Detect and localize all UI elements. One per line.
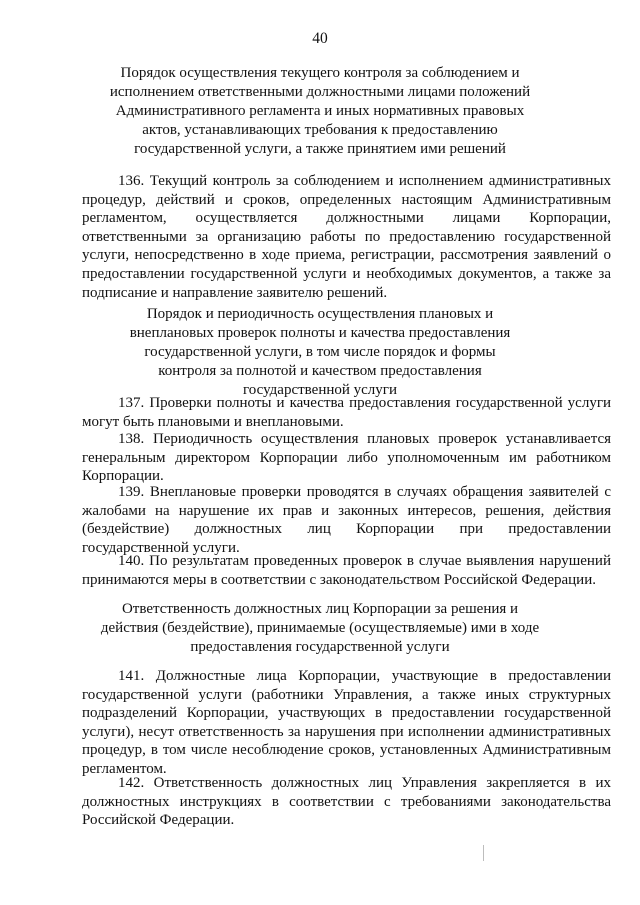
- paragraph-142: 142. Ответственность должностных лиц Управления закрепляется в их должностных инструкциях в соответствии с требованиями законодательства Российской Федерации.: [82, 775, 611, 829]
- section-heading-inspections: Порядок и периодичность осуществления плановых и внеплановых проверок полноты и качества предоставления государственной услуги, в том числе порядок и формы контроля за полнотой и качеством предоставления государственной услуги: [129, 306, 511, 398]
- page-number: 40: [312, 30, 328, 47]
- paragraph-141: 141. Должностные лица Корпорации, участвующие в предоставлении государственной услуги (работники Управления, а также иных структурных подразделений Корпорации, участвующих в предоставлении государственной услуги), несут ответственность за нарушения при исполнении административных процедур, в том числе несоблюдение сроков, установленных Административным регламентом.: [82, 668, 611, 777]
- section-heading-current-control: Порядок осуществления текущего контроля за соблюдением и исполнением ответственными должностными лицами положений Административного регламента и иных нормативных правовых актов, устанавливающих требования к предоставлению государственной услуги, а также принятием ими решений: [109, 65, 531, 157]
- scan-speck: [483, 845, 484, 861]
- section-heading-responsibility: Ответственность должностных лиц Корпорации за решения и действия (бездействие), принимаемые (осуществляемые) ими в ходе предоставления государственной услуги: [100, 601, 540, 655]
- paragraph-140: 140. По результатам проведенных проверок в случае выявления нарушений принимаются меры в соответствии с законодательством Российской Федерации.: [82, 553, 611, 588]
- paragraph-138: 138. Периодичность осуществления плановых проверок устанавливается генеральным директором Корпорации либо уполномоченным им работником Корпорации.: [82, 431, 611, 485]
- paragraph-137: 137. Проверки полноты и качества предоставления государственной услуги могут быть плановыми и внеплановыми.: [82, 395, 611, 430]
- paragraph-136: 136. Текущий контроль за соблюдением и исполнением административных процедур, действий и сроков, определенных настоящим Административным регламентом, осуществляется должностными лицами Корпорации, ответственными за организацию работы по предоставлению государственной услуги, непосредственно в ходе приема, регистрации, рассмотрения заявлений о предоставлении государственной услуги и необходимых документов, а также за подписание и направление заявителю решений.: [82, 173, 611, 301]
- paragraph-139: 139. Внеплановые проверки проводятся в случаях обращения заявителей с жалобами на нарушение их прав и законных интересов, решения, действия (бездействие) должностных лиц Корпорации при предоставлении государственной услуги.: [82, 484, 611, 556]
